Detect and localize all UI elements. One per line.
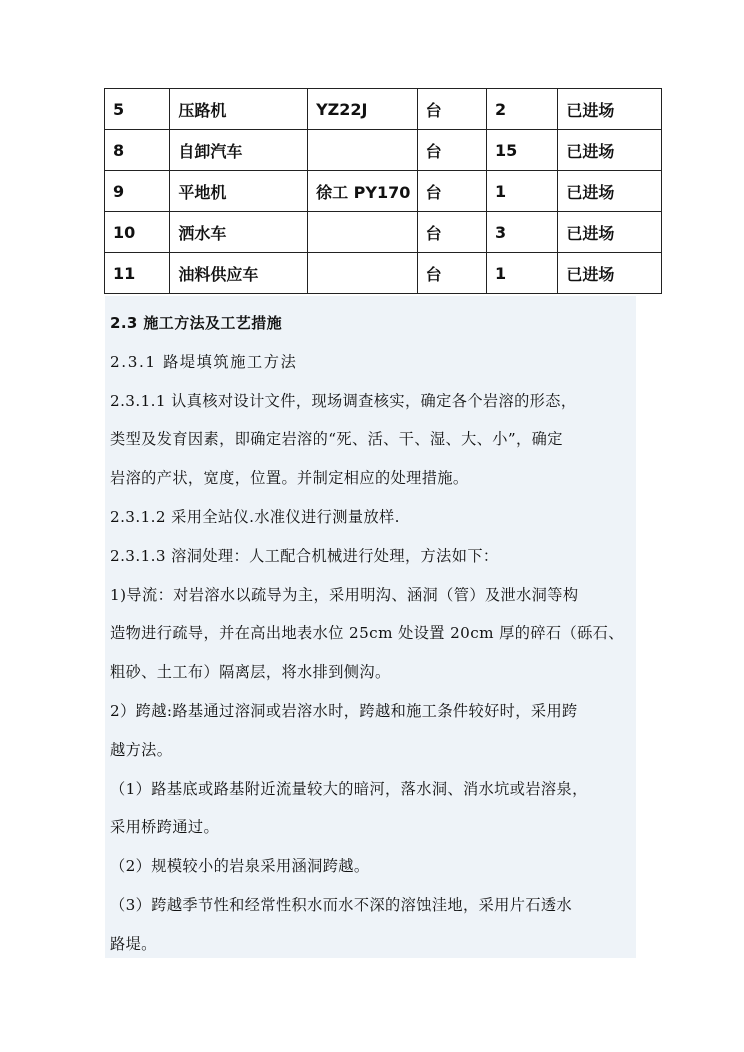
table-cell-model — [308, 130, 418, 171]
table-row — [105, 89, 662, 130]
table-row — [105, 253, 662, 294]
table-cell-unit: 台 — [417, 212, 486, 253]
table-cell-status: 已进场 — [558, 253, 662, 294]
document-body — [110, 304, 638, 964]
table-cell-name: 洒水车 — [170, 212, 308, 253]
table-cell-model: 徐工 PY170 — [308, 171, 418, 212]
table-row — [105, 212, 662, 253]
subsection-title: 2.3.1 路堤填筑施工方法 — [110, 352, 298, 371]
table-cell-name: 平地机 — [170, 171, 308, 212]
paragraph-line: 岩溶的产状，宽度，位置。并制定相应的处理措施。 — [110, 469, 469, 488]
table-cell-no: 8 — [105, 130, 170, 171]
table-cell-model — [308, 253, 418, 294]
table-cell-name: 自卸汽车 — [170, 130, 308, 171]
paragraph-line: 越方法。 — [110, 740, 173, 759]
paragraph-line: （2）规模较小的岩泉采用涵洞跨越。 — [110, 857, 370, 876]
table-cell-unit: 台 — [417, 89, 486, 130]
table-cell-no: 5 — [105, 89, 170, 130]
section-title: 2.3 施工方法及工艺措施 — [110, 314, 282, 332]
paragraph-line: 2）跨越:路基通过溶洞或岩溶水时，跨越和施工条件较好时，采用跨 — [110, 701, 578, 720]
paragraph-line: 路堤。 — [110, 934, 157, 953]
table-cell-qty: 15 — [487, 130, 558, 171]
equipment-table — [104, 88, 662, 294]
table-cell-name: 油料供应车 — [170, 253, 308, 294]
table-cell-qty: 1 — [487, 171, 558, 212]
table-cell-unit: 台 — [417, 253, 486, 294]
table-cell-status: 已进场 — [558, 171, 662, 212]
paragraph-line: 类型及发育因素，即确定岩溶的“死、活、干、湿、大、小”，确定 — [110, 430, 563, 449]
table-cell-no: 11 — [105, 253, 170, 294]
paragraph-line: （1）路基底或路基附近流量较大的暗河，落水洞、消水坑或岩溶泉， — [110, 779, 588, 798]
table-cell-qty: 1 — [487, 253, 558, 294]
paragraph-line: 2.3.1.1 认真核对设计文件，现场调查核实，确定各个岩溶的形态， — [110, 391, 577, 410]
paragraph-line: 2.3.1.2 采用全站仪.水准仪进行测量放样. — [110, 507, 400, 526]
table-cell-unit: 台 — [417, 171, 486, 212]
table-row — [105, 171, 662, 212]
table-row — [105, 130, 662, 171]
table-cell-unit: 台 — [417, 130, 486, 171]
paragraph-line: 1)导流：对岩溶水以疏导为主，采用明沟、涵洞（管）及泄水洞等构 — [110, 585, 579, 604]
table-cell-name: 压路机 — [170, 89, 308, 130]
paragraph-line: （3）跨越季节性和经常性积水而水不深的溶蚀洼地，采用片石透水 — [110, 895, 573, 914]
paragraph-line: 粗砂、土工布）隔离层，将水排到侧沟。 — [110, 663, 391, 682]
table-cell-status: 已进场 — [558, 89, 662, 130]
paragraph-line: 采用桥跨通过。 — [110, 818, 220, 837]
table-cell-status: 已进场 — [558, 212, 662, 253]
table-cell-no: 9 — [105, 171, 170, 212]
table-cell-no: 10 — [105, 212, 170, 253]
table-cell-qty: 3 — [487, 212, 558, 253]
table-cell-qty: 2 — [487, 89, 558, 130]
paragraph-line: 2.3.1.3 溶洞处理：人工配合机械进行处理，方法如下： — [110, 546, 499, 565]
table-cell-status: 已进场 — [558, 130, 662, 171]
table-cell-model: YZ22J — [308, 89, 418, 130]
table-cell-model — [308, 212, 418, 253]
paragraph-line: 造物进行疏导，并在高出地表水位 25cm 处设置 20cm 厚的碎石（砾石、 — [110, 624, 624, 643]
